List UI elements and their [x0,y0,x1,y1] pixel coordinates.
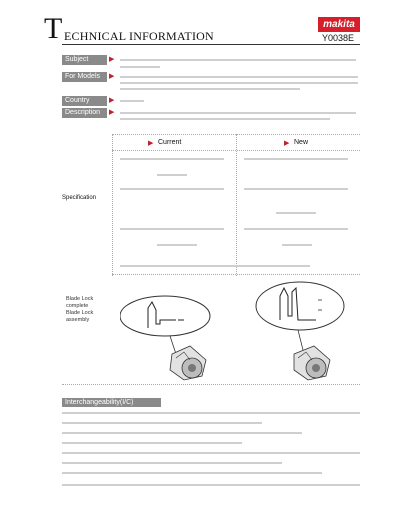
header-title: ECHNICAL INFORMATION [64,29,214,43]
models-text [120,76,358,78]
table-rule [112,150,360,151]
table-cell-text [282,244,312,246]
arrow-icon: ▶ [148,139,154,147]
table-divider [236,134,237,276]
ic-row [62,472,322,474]
ic-row [62,462,282,464]
table-cell-text [157,174,187,176]
table-cell-text [120,228,224,230]
blade-lock-illustrations [120,280,360,386]
table-cell-text [120,265,310,267]
table-cell-text [244,158,348,160]
subject-text [120,59,356,61]
row-specification-label: Specification [62,195,97,201]
arrow-icon: ▶ [109,72,115,80]
table-cell-text [276,212,316,214]
current-detail-oval [120,296,210,336]
column-current: Current [158,139,182,146]
table-cell-text [120,158,224,160]
description-label: Description [62,108,107,118]
arrow-icon: ▶ [109,96,115,104]
table-cell-text [244,228,348,230]
ic-row [62,484,360,486]
subject-label: Subject [62,55,107,65]
brand-logo: makita [318,17,360,32]
blade-lock-note: Blade Lock complete Blade Lock assembly [66,296,94,323]
header-initial-letter: T [44,12,63,45]
ic-row [62,452,360,454]
ic-row [62,412,360,414]
header-rule [62,44,360,45]
arrow-icon: ▶ [284,139,290,147]
column-new: New [294,139,309,146]
arrow-icon: ▶ [109,108,115,116]
ic-row [62,432,302,434]
table-rule [112,274,360,275]
country-label: Country [62,96,107,106]
description-text [120,112,356,114]
models-text-line3 [120,88,300,90]
models-label: For Models [62,72,107,82]
ic-row [62,422,262,424]
document-code: Y0038E [322,33,355,43]
interchangeability-label: Interchangeability(I/C) [62,398,161,407]
new-saw-drawing [294,346,330,380]
ic-row [62,442,242,444]
section-rule [62,384,360,385]
new-detail-oval [256,282,344,330]
description-text-line2 [120,118,330,120]
arrow-icon: ▶ [109,55,115,63]
country-text [120,100,144,102]
table-cell-text [157,244,197,246]
table-cell-text [120,188,224,190]
models-text-line2 [120,82,358,84]
subject-text-line2 [120,66,160,68]
spec-table [62,134,360,276]
table-cell-text [244,188,348,190]
table-divider [112,134,113,276]
